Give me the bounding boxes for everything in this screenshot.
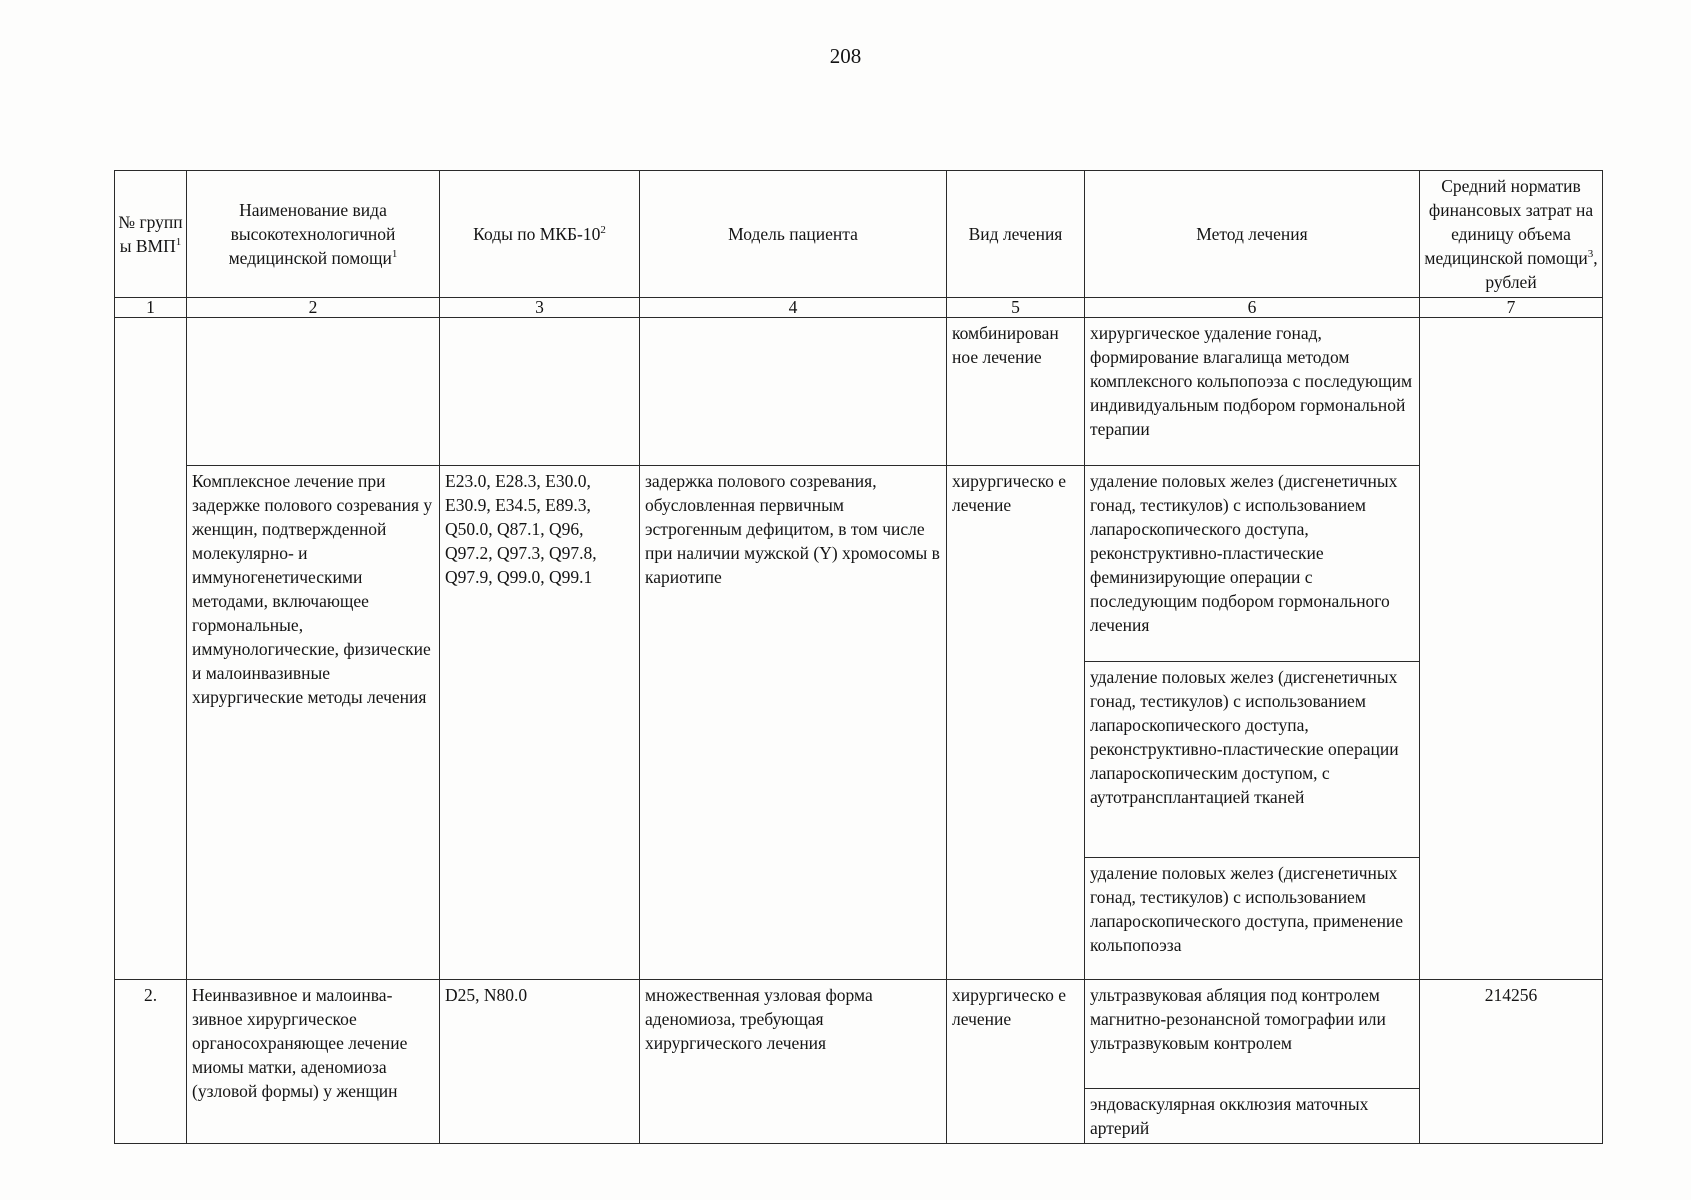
treatment-type-cell: хирургическо е лечение: [947, 980, 1085, 1144]
group-number-cell: [115, 466, 187, 980]
cost-cell: 214256: [1420, 980, 1603, 1144]
table-row: [115, 466, 1603, 662]
header-row: [115, 171, 1603, 298]
table-row: [115, 318, 1603, 466]
table-row: [115, 980, 1603, 1089]
care-name-cell: Комплексное лечение при задержке полового созревания у женщин, подтвержденной молекулярно- и иммуногенетическими методами, включающее гормональные, иммунологические, физические и малоинвазивные хирургические методы лечения: [187, 466, 440, 980]
icd-codes-cell: D25, N80.0: [440, 980, 640, 1144]
care-name-cell: Неинвазивное и малоинва-зивное хирургическое органосохраняющее лечение миомы матки, аденомиоза (узловой формы) у женщин: [187, 980, 440, 1144]
column-number: 3: [440, 298, 640, 318]
icd-codes-cell: [440, 318, 640, 466]
patient-model-cell: множественная узловая форма аденомиоза, требующая хирургического лечения: [640, 980, 947, 1144]
column-number: 6: [1085, 298, 1420, 318]
column-number-row: [115, 298, 1603, 318]
treatment-type-cell: комбинирован ное лечение: [947, 318, 1085, 466]
cost-cell: [1420, 318, 1603, 466]
treatment-method-cell: хирургическое удаление гонад, формирование влагалища методом комплексного кольпопоэза с последующим индивидуальным подбором гормональной терапии: [1085, 318, 1420, 466]
header-treatment-type: Вид лечения: [947, 171, 1085, 298]
header-group-number: № групп ы ВМП$^1$: [115, 171, 187, 298]
vmp-table: [114, 170, 1603, 1144]
group-number-cell: 2.: [115, 980, 187, 1144]
patient-model-cell: [640, 318, 947, 466]
column-number: 2: [187, 298, 440, 318]
page-number: 208: [829, 44, 862, 68]
column-number: 7: [1420, 298, 1603, 318]
icd-codes-cell: E23.0, E28.3, E30.0, E30.9, E34.5, E89.3, Q50.0, Q87.1, Q96, Q97.2, Q97.3, Q97.8, Q97.9, Q99.0, Q99.1: [440, 466, 640, 980]
column-number: 4: [640, 298, 947, 318]
treatment-method-cell: удаление половых желез (дисгенетичных гонад, тестикулов) с использованием лапароскопического доступа, реконструктивно-пластические операции лапароскопическим доступом, с аутотрансплантацией тканей: [1085, 662, 1420, 858]
care-name-cell: [187, 318, 440, 466]
patient-model-cell: задержка полового созревания, обусловленная первичным эстрогенным дефицитом, в том числе при наличии мужской (Y) хромосомы в кариотипе: [640, 466, 947, 980]
group-number-cell: [115, 318, 187, 466]
header-cost-standard: Средний норматив финансовых затрат на единицу объема медицинской помощи$^3$, рублей: [1420, 171, 1603, 298]
treatment-method-cell: удаление половых желез (дисгенетичных гонад, тестикулов) с использованием лапароскопического доступа, реконструктивно-пластические феминизирующие операции с последующим подбором гормонального лечения: [1085, 466, 1420, 662]
treatment-type-cell: хирургическо е лечение: [947, 466, 1085, 980]
header-treatment-method: Метод лечения: [1085, 171, 1420, 298]
treatment-method-cell: эндоваскулярная окклюзия маточных артерий: [1085, 1089, 1420, 1144]
column-number: 1: [115, 298, 187, 318]
cost-cell: [1420, 466, 1603, 980]
treatment-method-cell: ультразвуковая абляция под контролем магнитно-резонансной томографии или ультразвуковым контролем: [1085, 980, 1420, 1089]
header-icd-codes: Коды по МКБ-$10^2$: [440, 171, 640, 298]
column-number: 5: [947, 298, 1085, 318]
treatment-method-cell: удаление половых желез (дисгенетичных гонад, тестикулов) с использованием лапароскопического доступа, применение кольпопоэза: [1085, 858, 1420, 980]
header-care-name: Наименование вида высокотехнологичной медицинской помощи$^1$: [187, 171, 440, 298]
header-patient-model: Модель пациента: [640, 171, 947, 298]
